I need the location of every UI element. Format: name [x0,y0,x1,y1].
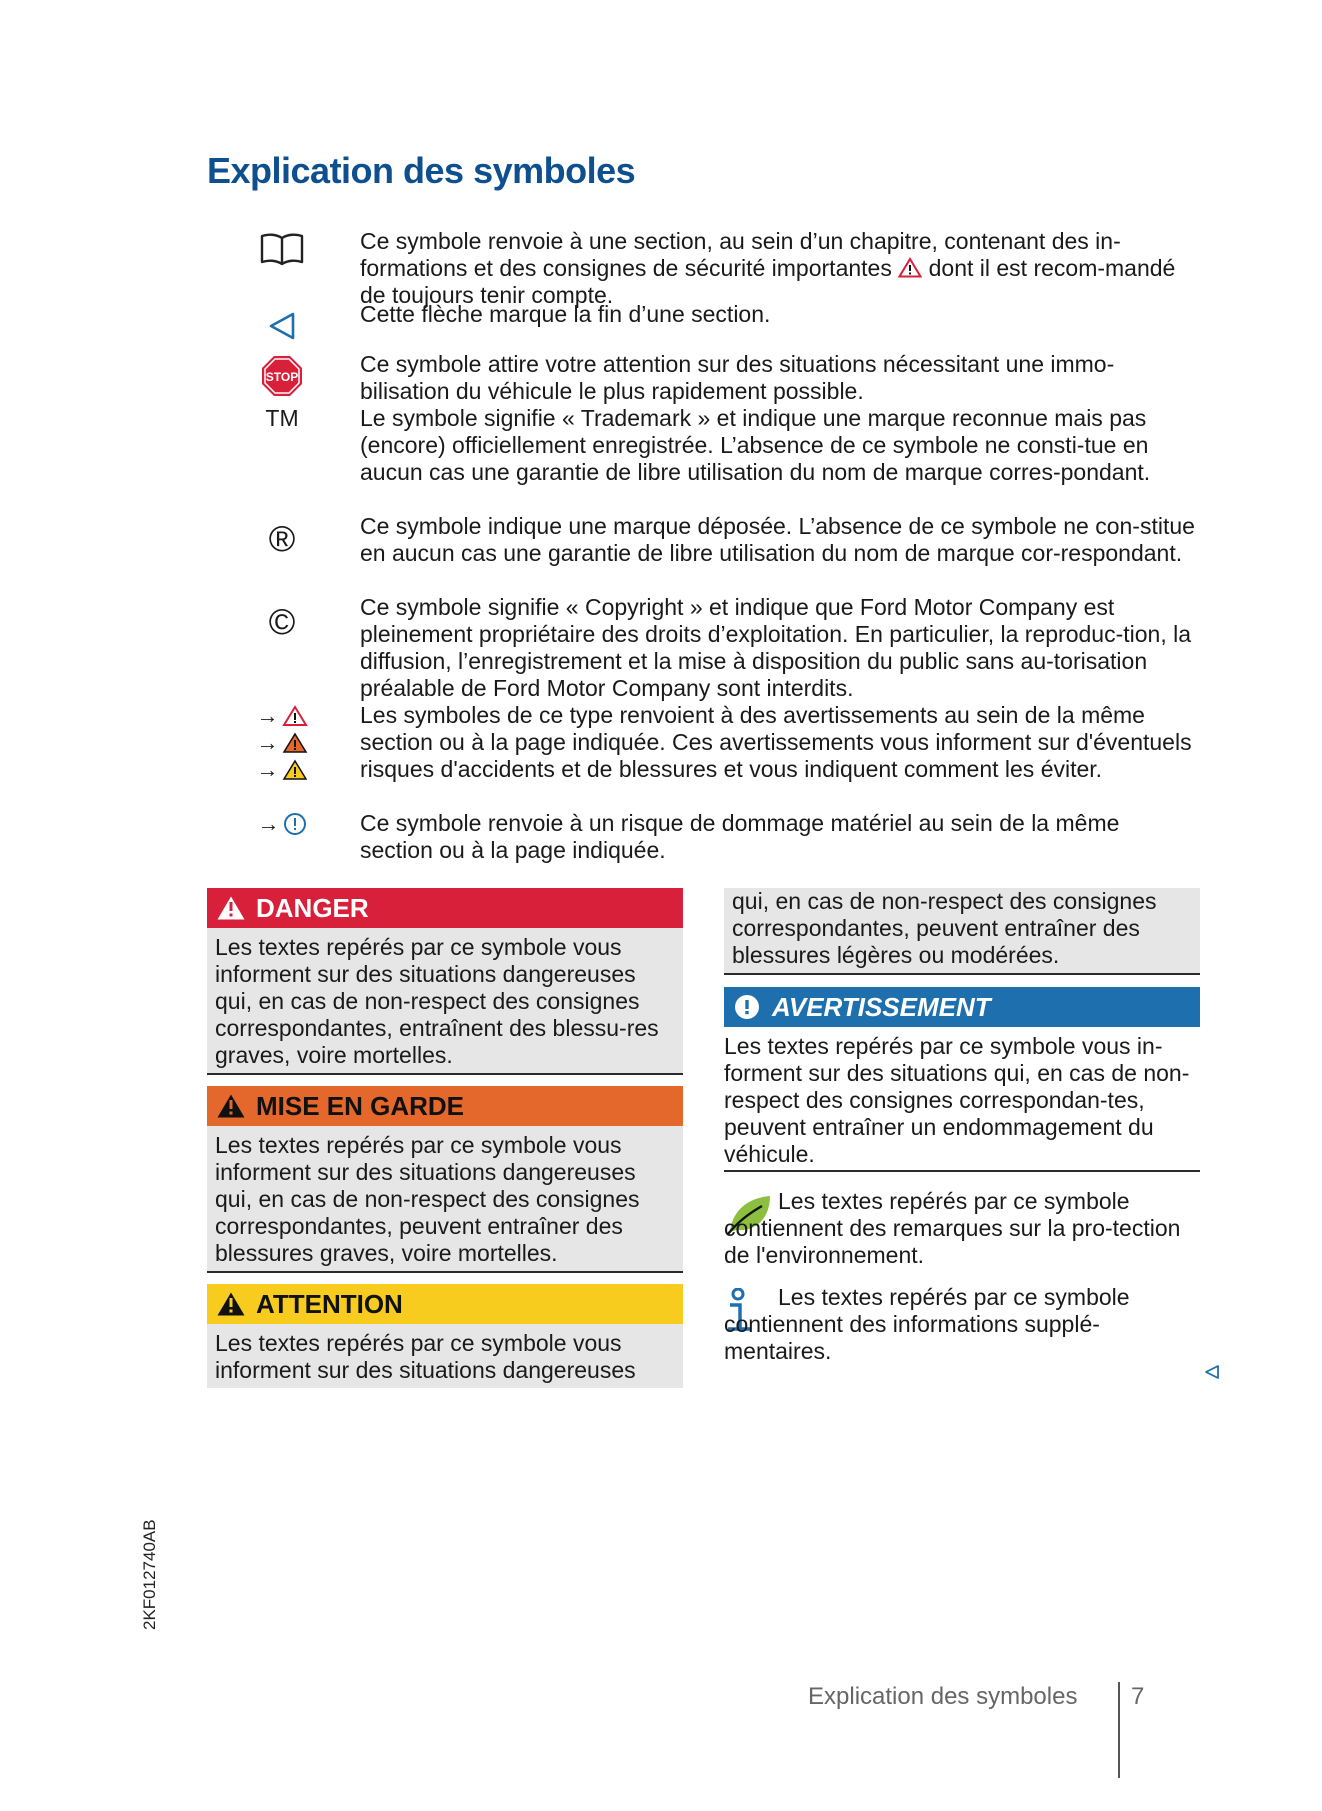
registered-icon: ® [268,518,296,559]
mise-en-garde-box [207,1086,683,1273]
warning-orange-icon [282,732,308,754]
trademark-icon: TM [265,405,299,431]
avertissement-header: AVERTISSEMENT [724,987,1200,1027]
attention-header: ATTENTION [207,1284,683,1324]
footer-title: Explication des symboles [808,1683,1078,1710]
document-code: 2KF012740AB [140,1519,159,1630]
exclamation-circle-icon [734,994,760,1020]
warning-yellow-icon [282,759,308,781]
damage-info-icon [283,812,307,836]
warning-triangle-outline-icon [898,257,922,278]
attention-box-continued [724,888,1200,975]
symbol-description: Le symbole signifie « Trademark » et indique une marque reconnue mais pas (encore) officiellement enregistrée. L’absence de ce symbole ne consti-tue en aucun cas une garantie de libre utilisation du nom de marque corres-pondant. [360,405,1151,485]
info-text: Les textes repérés par ce symbole contiennent des informations supplé-mentaires. [724,1284,1130,1364]
symbol-description: Cette flèche marque la fin d’une section. [360,301,771,327]
attention-text: Les textes repérés par ce symbole vous informent sur des situations dangereuses [215,1330,636,1383]
warning-outline-icon [282,705,308,727]
page-title: Explication des symboles [207,150,636,191]
book-icon [259,232,305,266]
avertissement-text: Les textes repérés par ce symbole vous in-forment sur des situations qui, en cas de non-respect des consignes correspondan-tes, peuvent entraîner un endommagement du véhicule. [724,1033,1200,1172]
end-arrow-icon [267,311,297,341]
warning-icon [216,1093,246,1119]
symbol-description: Ce symbole renvoie à un risque de dommage matériel au sein de la même section ou à la page indiquée. [360,810,1120,863]
mise-en-garde-text: Les textes repérés par ce symbole vous informent sur des situations dangereuses qui, en cas de non-respect des consignes correspondantes, peuvent entraîner des blessures graves, voire mortelles. [215,1132,640,1266]
warning-icon [216,895,246,921]
danger-box [207,888,683,1075]
attention-box [207,1284,683,1388]
copyright-icon: © [268,601,296,642]
svg-text:STOP: STOP [265,370,299,384]
stop-sign-icon [260,354,304,398]
warning-icon [216,1291,246,1317]
symbol-description: Ce symbole renvoie à une section, au sein d’un chapitre, contenant des in-formations et des consignes de sécurité importantes dont il est recom-mandé de toujours tenir compte. [360,228,1176,308]
danger-header: DANGER [207,888,683,928]
footer-divider [1118,1682,1120,1778]
avertissement-box [724,987,1200,1172]
page-number: 7 [1131,1683,1145,1710]
symbol-description: Ce symbole attire votre attention sur des situations nécessitant une immo-bilisation du véhicule le plus rapidement possible. [360,351,1115,404]
environment-text: Les textes repérés par ce symbole contiennent des remarques sur la pro-tection de l'environnement. [724,1188,1181,1268]
symbol-description: Les symboles de ce type renvoient à des avertissements au sein de la même section ou à la page indiquée. Ces avertissements vous informent sur d'éventuels risques d'accidents et de blessures et vous indiquent comment les éviter. [360,702,1192,782]
attention-text-continued: qui, en cas de non-respect des consignes correspondantes, peuvent entraîner des blessures légères ou modérées. [732,888,1157,968]
symbol-description: Ce symbole signifie « Copyright » et indique que Ford Motor Company est pleinement propriétaire des droits d’exploitation. En particulier, la reproduc-tion, la diffusion, l’enregistrement et la mise à disposition du public sans au-torisation préalable de Ford Motor Company sont interdits. [360,594,1192,701]
danger-text: Les textes repérés par ce symbole vous informent sur des situations dangereuses qui, en cas de non-respect des consignes correspondantes, entraînent des blessu-res graves, voire mortelles. [215,934,659,1068]
symbol-description: Ce symbole indique une marque déposée. L’absence de ce symbole ne con-stitue en aucun cas une garantie de libre utilisation du nom de marque cor-respondant. [360,513,1195,566]
end-arrow-icon [1204,1364,1220,1380]
mise-en-garde-header: MISE EN GARDE [207,1086,683,1126]
